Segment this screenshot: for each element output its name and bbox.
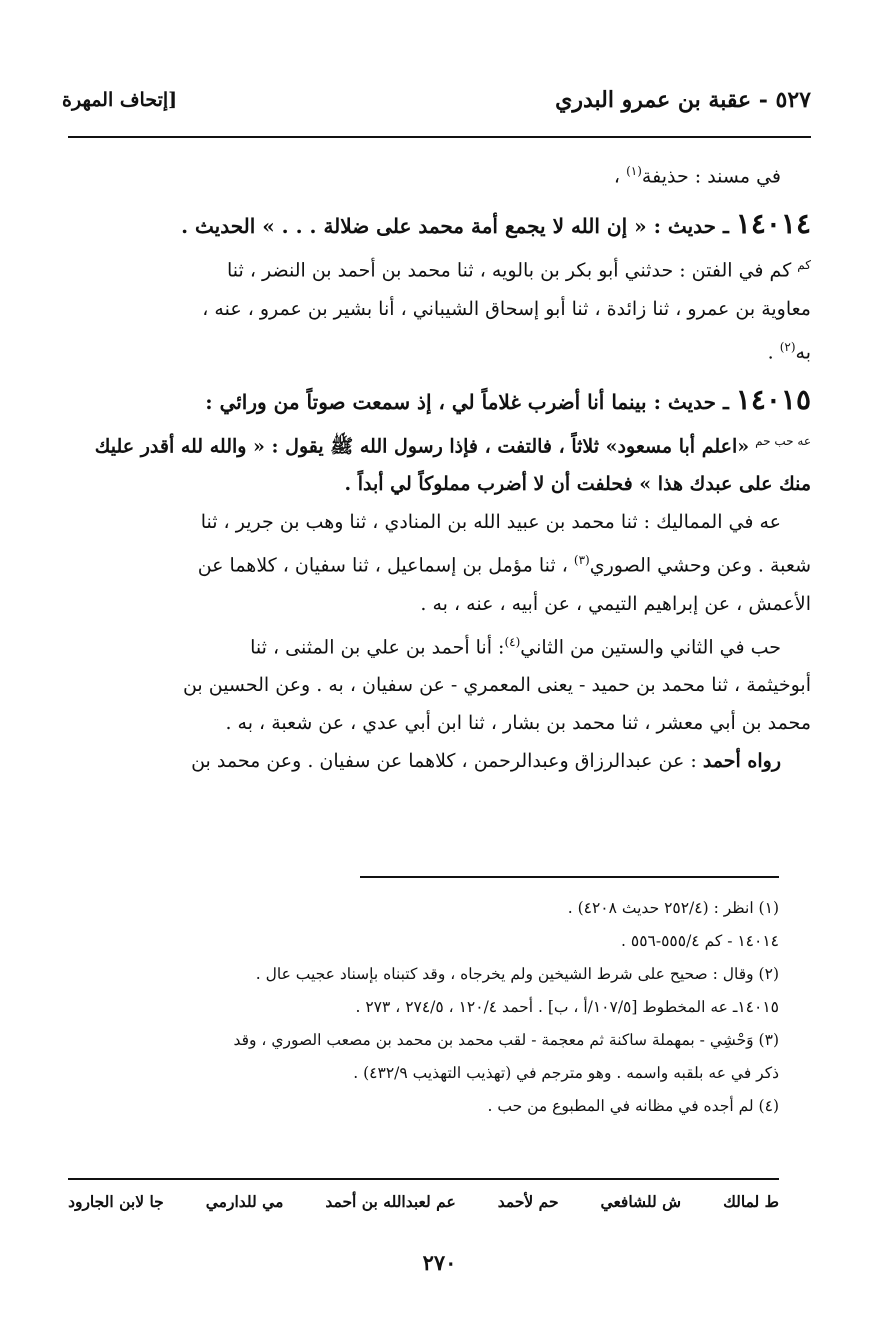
main-text xyxy=(68,152,811,780)
abbreviation: ط لمالك xyxy=(723,1192,779,1211)
paragraph: حب في الثاني والستين من الثاني$^{(٤)}$: أنا أحمد بن علي بن المثنى ، ثنا xyxy=(250,634,781,658)
footnotes xyxy=(68,892,779,1123)
abbreviation-rule xyxy=(68,1178,779,1180)
footnote: ذكر في عه بلقبه واسمه . وهو مترجم في (تهذيب التهذيب ٤٣٢/٩) . xyxy=(353,1064,779,1082)
footnote: (٤) لم أجده في مظانه في المطبوع من حب . xyxy=(487,1097,779,1115)
paragraph: معاوية بن عمرو ، ثنا زائدة ، ثنا أبو إسحاق الشيباني ، أنا بشير بن عمرو ، عنه ، xyxy=(202,297,811,320)
source-symbol: كم xyxy=(797,258,811,273)
running-header xyxy=(62,82,811,118)
footnote: (١) انظر : (٢٥٢/٤ حديث ٤٢٠٨) . xyxy=(567,899,779,917)
hadith-14015: ١٤٠١٥ ـ حديث : بينما أنا أضرب غلاماً لي ، إذ سمعت صوتاً من ورائي : xyxy=(205,382,811,416)
footnote: ١٤٠١٤ - كم ٥٥٥/٤-٥٥٦ . xyxy=(621,932,779,950)
paragraph: أبوخيثمة ، ثنا محمد بن حميد - يعنى المعمري - عن سفيان ، به . وعن الحسين بن xyxy=(182,673,811,696)
footnote: ١٤٠١٥ـ عه المخطوط [١٠٧/٥/أ ، ب] . أحمد ١٢٠/٤ ، ٢٧٤/٥ ، ٢٧٣ . xyxy=(355,998,779,1016)
abbreviation: ش للشافعي xyxy=(600,1192,682,1211)
paragraph: محمد بن أبي معشر ، ثنا محمد بن بشار ، ثنا ابن أبي عدي ، عن شعبة ، به . xyxy=(225,711,811,734)
abbreviation-key xyxy=(68,1192,779,1211)
abbreviation: عم لعبدالله بن أحمد xyxy=(325,1192,456,1211)
chapter-title: ٥٢٧ - عقبة بن عمرو البدري xyxy=(555,87,811,113)
page-number: ٢٧٠ xyxy=(422,1250,457,1275)
paragraph: شعبة . وعن وحشي الصوري$^{(٣)}$ ، ثنا مؤمل بن إسماعيل ، ثنا سفيان ، كلاهما عن xyxy=(197,553,811,577)
footnote: (٣) وَحْشِي - بمهملة ساكنة ثم معجمة - لقب محمد بن محمد بن مصعب الصوري ، وقد xyxy=(233,1031,779,1049)
paragraph: منك على عبدك هذا » فحلفت أن لا أضرب مملوكاً لي أبداً . xyxy=(344,473,811,496)
paragraph: رواه أحمد : عن عبدالرزاق وعبدالرحمن ، كلاهما عن سفيان . وعن محمد بن xyxy=(191,749,781,772)
abbreviation: حم لأحمد xyxy=(497,1192,559,1211)
abbreviation: مي للدارمي xyxy=(205,1192,284,1211)
header-rule xyxy=(68,136,811,138)
paragraph: $^{عه حب حم}$ «اعلم أبا مسعود» ثلاثاً ، فالتفت ، فإذا رسول الله ﷺ يقول : « والله لله أقدر عليك xyxy=(94,433,811,458)
hadith-14014: ١٤٠١٤ ـ حديث : « إن الله لا يجمع أمة محمد على ضلالة . . . » الحديث . xyxy=(181,207,811,241)
hadith-number: ١٤٠١٥ xyxy=(735,382,811,416)
footnote-rule xyxy=(360,876,779,878)
footnote: (٢) وقال : صحيح على شرط الشيخين ولم يخرجاه ، وقد كتبناه بإسناد عجيب عال . xyxy=(255,965,779,983)
paragraph: في مسند : حذيفة$^{(١)}$ ، xyxy=(613,164,781,188)
paragraph: به$^{(٢)}$ . xyxy=(767,339,811,363)
paragraph: $^{كم}$ كم في الفتن : حدثني أبو بكر بن بالويه ، ثنا محمد بن أحمد بن النضر ، ثنا xyxy=(227,258,811,282)
hadith-number: ١٤٠١٤ xyxy=(735,207,811,241)
paragraph: الأعمش ، عن إبراهيم التيمي ، عن أبيه ، عنه ، به . xyxy=(420,592,811,615)
book-title: [إتحاف المهرة xyxy=(62,89,178,111)
abbreviation: جا لابن الجارود xyxy=(68,1192,164,1211)
source-symbol: عه حب حم xyxy=(755,433,811,448)
paragraph: عه في المماليك : ثنا محمد بن عبيد الله بن المنادي ، ثنا وهب بن جرير ، ثنا xyxy=(200,511,781,534)
